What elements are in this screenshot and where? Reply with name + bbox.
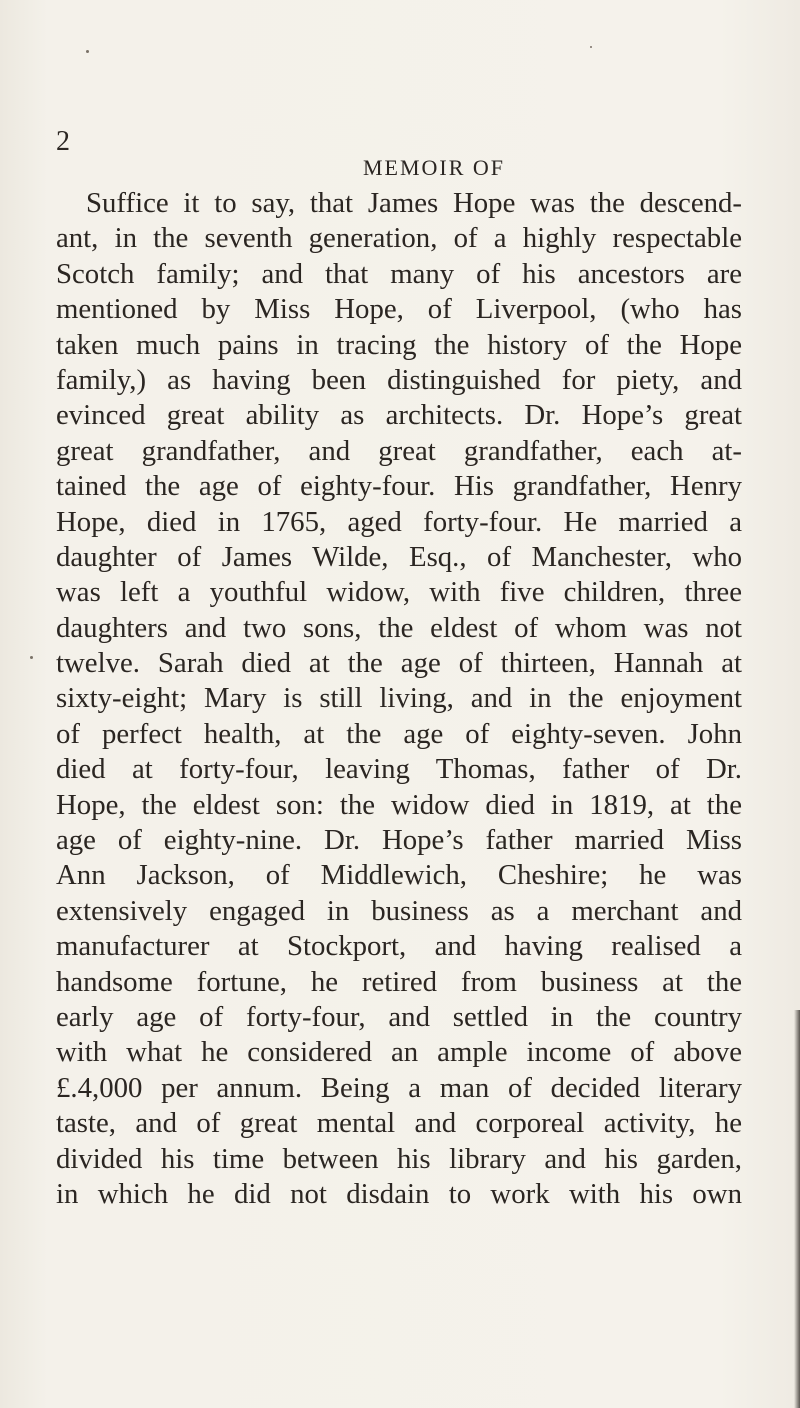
- text-line: mentioned by Miss Hope, of Liverpool, (who has: [56, 293, 742, 326]
- text-line: £.4,000 per annum. Being a man of decided literary: [56, 1071, 742, 1104]
- text-line: Hope, died in 1765, aged forty-four. He married a: [56, 505, 742, 538]
- text-line: age of eighty-nine. Dr. Hope’s father married Miss: [56, 824, 742, 857]
- text-line: great grandfather, and great grandfather, each at-: [56, 434, 742, 467]
- body-text: [56, 186, 742, 1212]
- text-line: Suffice it to say, that James Hope was the descend-: [86, 187, 742, 219]
- text-line: with what he considered an ample income of above: [56, 1036, 742, 1069]
- text-line: died at forty-four, leaving Thomas, father of Dr.: [56, 753, 742, 786]
- text-line: early age of forty-four, and settled in the country: [56, 1000, 742, 1033]
- text-line: Scotch family; and that many of his ancestors are: [56, 257, 742, 290]
- page-number: 2: [56, 126, 70, 157]
- text-line: was left a youthful widow, with five children, three: [56, 576, 742, 609]
- text-line: daughters and two sons, the eldest of whom was not: [56, 611, 742, 644]
- text-line: handsome fortune, he retired from business at the: [56, 965, 742, 998]
- text-line: extensively engaged in business as a merchant and: [56, 894, 742, 927]
- text-line: divided his time between his library and his garden,: [56, 1142, 742, 1175]
- text-line: evinced great ability as architects. Dr. Hope’s great: [56, 399, 742, 432]
- text-line: manufacturer at Stockport, and having realised a: [56, 930, 742, 963]
- text-line: taken much pains in tracing the history of the Hope: [56, 328, 742, 361]
- text-line: family,) as having been distinguished for piety, and: [56, 363, 742, 396]
- text-line: daughter of James Wilde, Esq., of Manchester, who: [56, 540, 742, 573]
- text-line: sixty-eight; Mary is still living, and in the enjoyment: [56, 682, 742, 715]
- print-speck: [86, 50, 89, 53]
- text-line: taste, and of great mental and corporeal activity, he: [56, 1107, 742, 1140]
- page-edge-shadow: [794, 1010, 800, 1408]
- print-speck: [30, 656, 33, 659]
- text-line: tained the age of eighty-four. His grandfather, Henry: [56, 470, 742, 503]
- text-line: Hope, the eldest son: the widow died in 1819, at the: [56, 788, 742, 821]
- text-line: Ann Jackson, of Middlewich, Cheshire; he was: [56, 859, 742, 892]
- running-head: [0, 156, 800, 180]
- text-line: twelve. Sarah died at the age of thirteen, Hannah at: [56, 647, 742, 680]
- print-speck: [590, 46, 592, 48]
- text-line: in which he did not disdain to work with his own: [56, 1177, 742, 1210]
- text-line: of perfect health, at the age of eighty-seven. John: [56, 717, 742, 750]
- running-head-text: MEMOIR OF: [362, 155, 506, 180]
- text-line: ant, in the seventh generation, of a highly respectable: [56, 222, 742, 255]
